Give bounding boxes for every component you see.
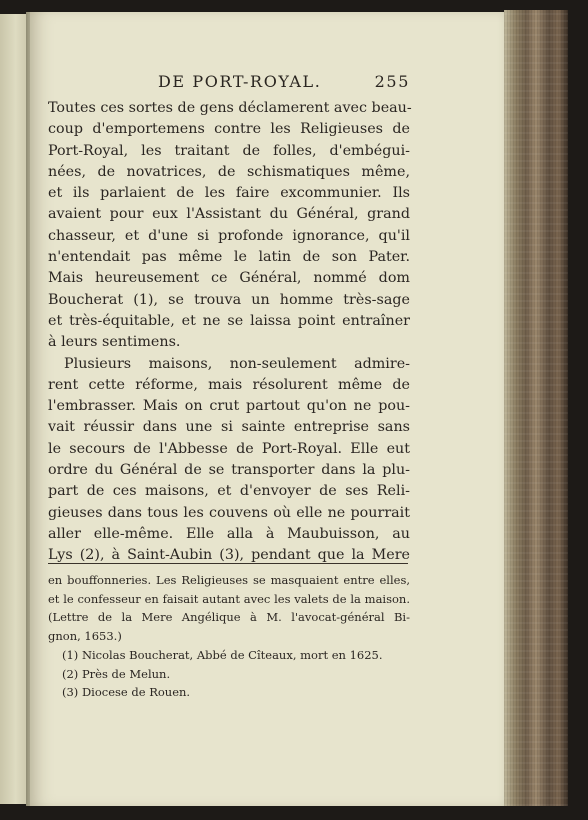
text-line: Lys (2), à Saint-Aubin (3), pendant que la Mere — [48, 547, 410, 564]
footnote-line: (3) Diocese de Rouen. — [62, 685, 191, 700]
footnote-line: (1) Nicolas Boucherat, Abbé de Cîteaux, mort en 1625. — [62, 647, 383, 662]
text-line: et très-équitable, et ne se laissa point entraîner — [48, 312, 410, 329]
text-line: Port-Royal, les traitant de folles, d'embégui- — [48, 142, 410, 159]
text-line: aller elle-même. Elle alla à Maubuisson, au — [48, 525, 410, 542]
text-line: l'embrasser. Mais on crut partout qu'on ne pou- — [48, 398, 410, 415]
page-block-edge — [504, 10, 568, 806]
footnotes — [48, 571, 410, 702]
footnote-line: gnon, 1653.) — [48, 629, 122, 644]
text-line: coup d'emportemens contre les Religieuses de — [48, 121, 410, 138]
text-line: avaient pour eux l'Assistant du Général, grand — [48, 206, 410, 223]
text-line: Boucherat (1), se trouva un homme très-sage — [48, 291, 410, 308]
text-line: gieuses dans tous les couvens où elle ne pourrait — [48, 504, 410, 521]
text-line: Toutes ces sortes de gens déclamerent avec beau- — [48, 100, 412, 116]
page-number: 255 — [374, 72, 410, 91]
text-line: part de ces maisons, et d'envoyer de ses Reli- — [48, 483, 410, 500]
text-line: ordre du Général de se transporter dans la plu- — [48, 462, 410, 479]
text-line: rent cette réforme, mais résolurent même de — [48, 376, 410, 393]
footnote-line: en bouffonneries. Les Religieuses se masquaient entre elles, — [48, 573, 410, 587]
footnote-line: (Lettre de la Mere Angélique à M. l'avocat-général Bi- — [48, 610, 410, 625]
footnote-line: (2) Près de Melun. — [62, 666, 171, 681]
text-line: n'entendait pas même le latin de son Pater. — [48, 249, 410, 266]
running-head-title: DE PORT-ROYAL. — [158, 72, 322, 91]
text-line: vait réussir dans une si sainte entreprise sans — [48, 419, 410, 436]
text-line: et ils parlaient de les faire excommunier. Ils — [48, 185, 410, 202]
text-line: le secours de l'Abbesse de Port-Royal. Elle eut — [48, 440, 410, 457]
facing-page-edge — [0, 14, 27, 804]
text-line: à leurs sentimens. — [48, 334, 181, 351]
footnote-rule — [48, 563, 408, 564]
text-line: chasseur, et d'une si profonde ignorance, qu'il — [48, 227, 410, 244]
text-line: Mais heureusement ce Général, nommé dom — [48, 270, 410, 287]
main-text — [48, 98, 410, 567]
footnote-line: et le confesseur en faisait autant avec les valets de la maison. — [48, 591, 410, 606]
text-line: Plusieurs maisons, non-seulement admire- — [64, 355, 410, 372]
text-line: nées, de novatrices, de schismatiques même, — [48, 163, 410, 180]
